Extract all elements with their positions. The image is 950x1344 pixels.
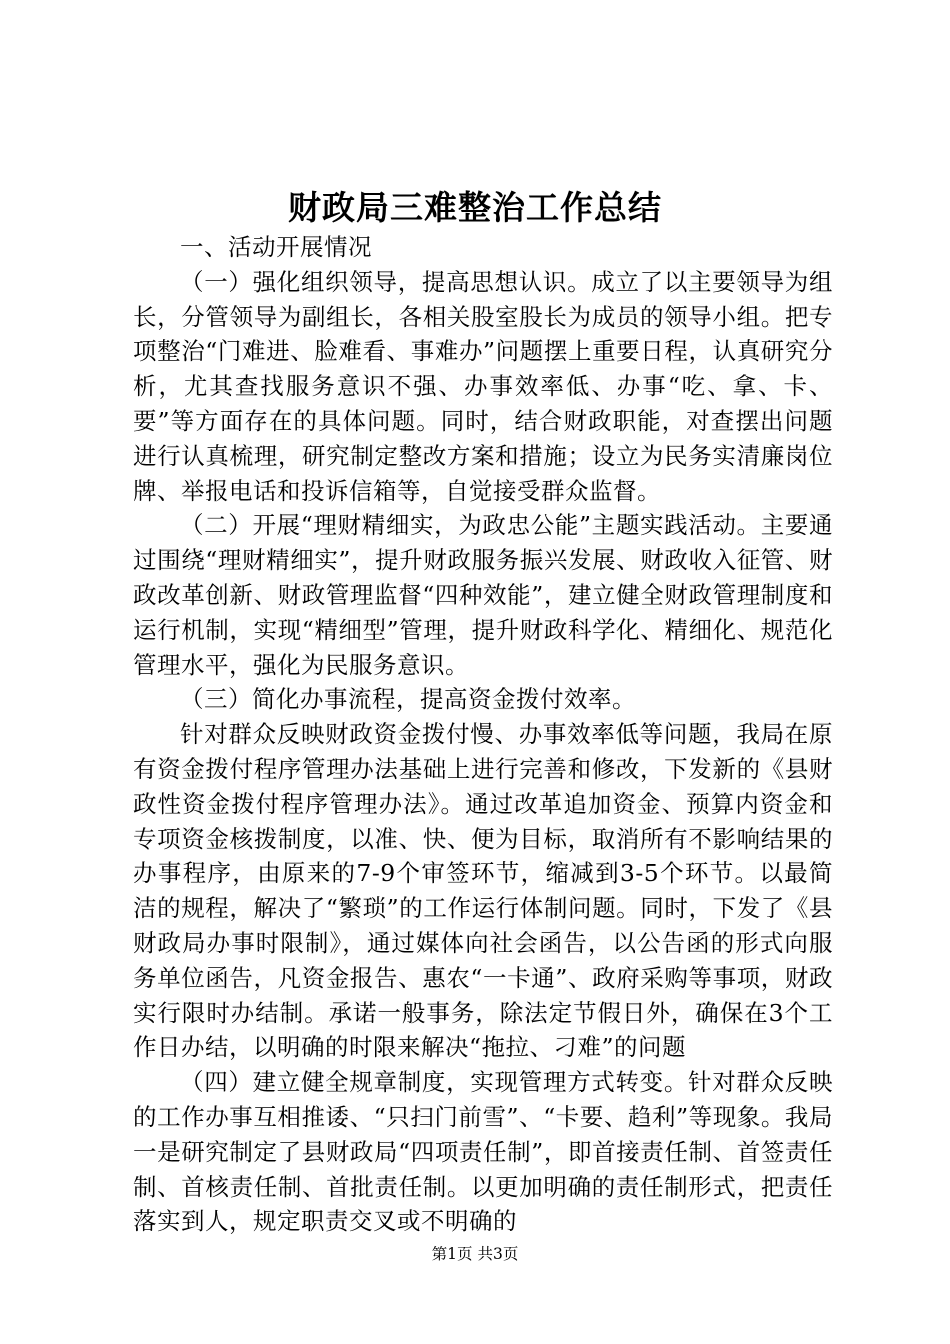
document-body xyxy=(133,230,833,1239)
paragraph: 针对群众反映财政资金拨付慢、办事效率低等问题，我局在原有资金拨付程序管理办法基础上进行完善和修改，下发新的《县财政性资金拨付程序管理办法》。通过改革追加资金、预算内资金和专项资金核拨制度，以准、快、便为目标，取消所有不影响结果的办事程序，由原来的7-9个审签环节，缩减到3-5个环节。以最简洁的规程，解决了“繁琐”的工作运行体制问题。同时，下发了《县财政局办事时限制》，通过媒体向社会函告，以公告函的形式向服务单位函告，凡资金报告、惠农“一卡通”、政府采购等事项，财政实行限时办结制。承诺一般事务，除法定节假日外，确保在3个工作日办结，以明确的时限来解决“拖拉、刁难”的问题 xyxy=(133,720,833,1062)
paragraph: （一）强化组织领导，提高思想认识。成立了以主要领导为组长，分管领导为副组长，各相关股室股长为成员的领导小组。把专项整治“门难进、脸难看、事难办”问题摆上重要日程，认真研究分析，尤其查找服务意识不强、办事效率低、办事“吃、拿、卡、要”等方面存在的具体问题。同时，结合财政职能，对查摆出问题进行认真梳理，研究制定整改方案和措施；设立为民务实清廉岗位牌、举报电话和投诉信箱等，自觉接受群众监督。 xyxy=(133,267,833,505)
subsection-heading: （三）简化办事流程，提高资金拨付效率。 xyxy=(180,685,636,714)
paragraph: （二）开展“理财精细实，为政忠公能”主题实践活动。主要通过围绕“理财精细实”，提升财政服务振兴发展、财政收入征管、财政改革创新、财政管理监督“四种效能”，建立健全财政管理制度和运行机制，实现“精细型”管理，提升财政科学化、精细化、规范化管理水平，强化为民服务意识。 xyxy=(133,511,833,679)
paragraph: （四）建立健全规章制度，实现管理方式转变。针对群众反映的工作办事互相推诿、“只扫门前雪”、“卡要、趋利”等现象。我局一是研究制定了县财政局“四项责任制”，即首接责任制、首签责任制、首核责任制、首批责任制。以更加明确的责任制形式，把责任落实到人，规定职责交叉或不明确的 xyxy=(133,1068,833,1236)
document-title: 财政局三难整治工作总结 xyxy=(288,188,662,227)
page-number: 第1页 共3页 xyxy=(431,1245,519,1263)
section-heading: 一、活动开展情况 xyxy=(180,233,372,261)
